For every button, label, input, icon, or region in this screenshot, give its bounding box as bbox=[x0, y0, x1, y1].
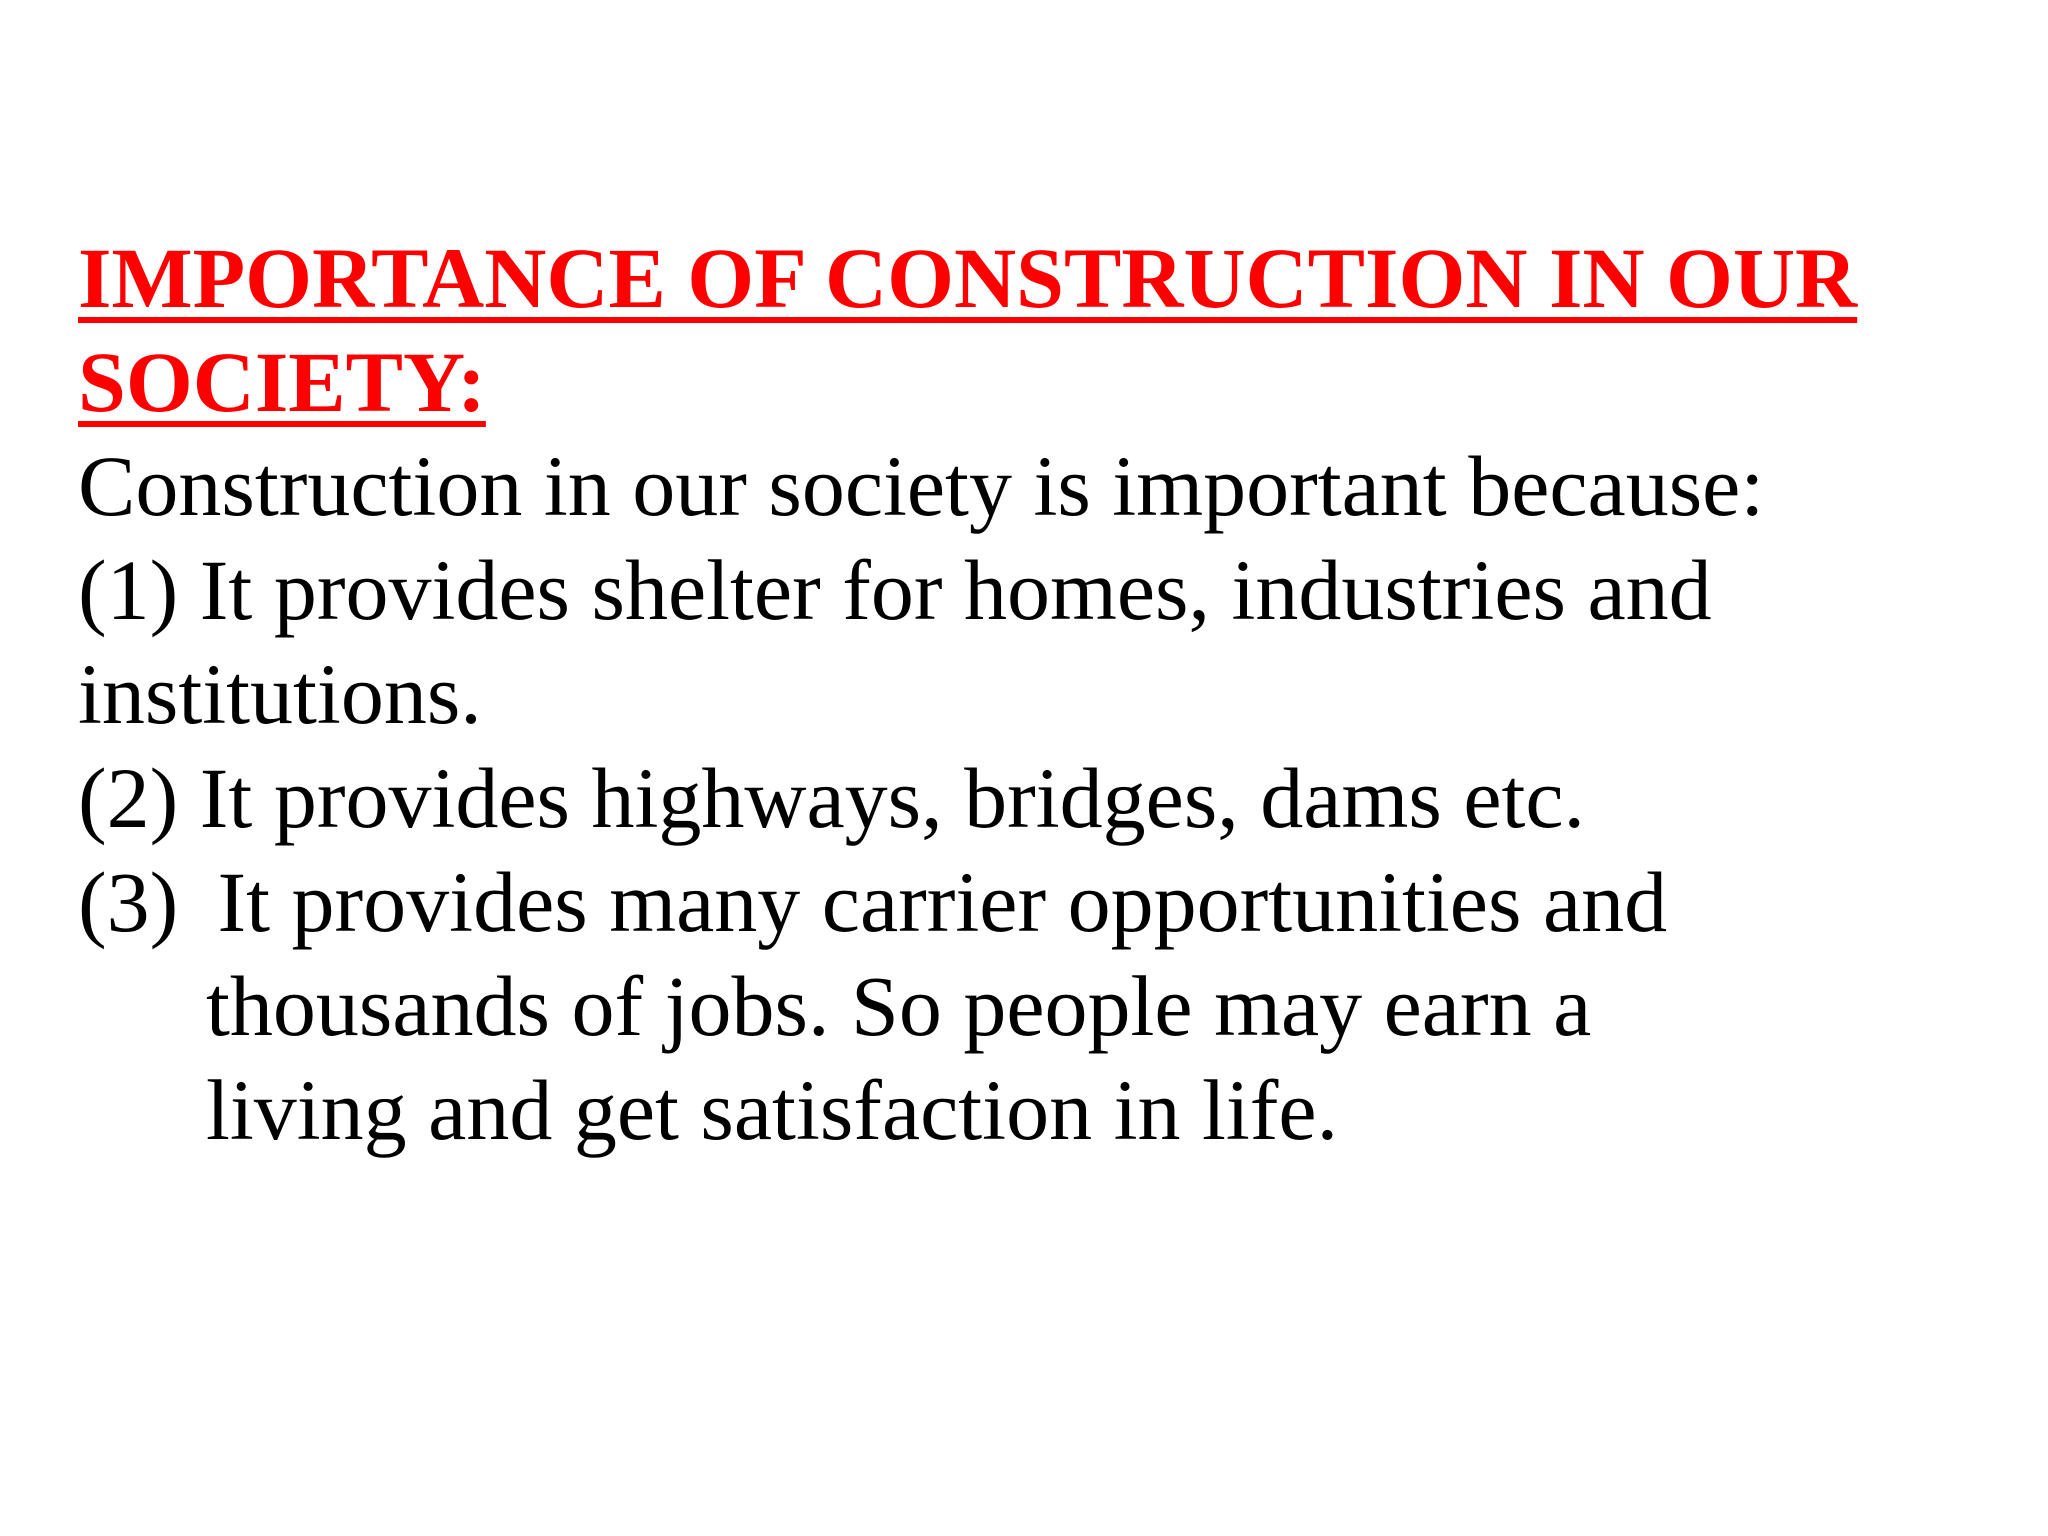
list-item-3 bbox=[78, 850, 1766, 1162]
list-item-1 bbox=[78, 538, 1978, 746]
list-item-3-text: It provides many carrier opportunities and thousands of jobs. So people may earn a living and get satisfaction in life. bbox=[206, 854, 1668, 1158]
list-item-2 bbox=[78, 746, 1978, 850]
list-item-3-number: (3) bbox=[78, 854, 179, 950]
list-item-2-number: (2) bbox=[78, 750, 179, 846]
slide-title: IMPORTANCE OF CONSTRUCTION IN OUR SOCIETY: bbox=[78, 230, 1858, 430]
intro-text: Construction in our society is important because: bbox=[78, 438, 1765, 534]
list-item-2-text: It provides highways, bridges, dams etc. bbox=[199, 750, 1586, 846]
list-item-1-text: It provides shelter for homes, industries and institutions. bbox=[78, 542, 1712, 742]
slide-content bbox=[78, 226, 1978, 1162]
list-item-1-number: (1) bbox=[78, 542, 179, 638]
